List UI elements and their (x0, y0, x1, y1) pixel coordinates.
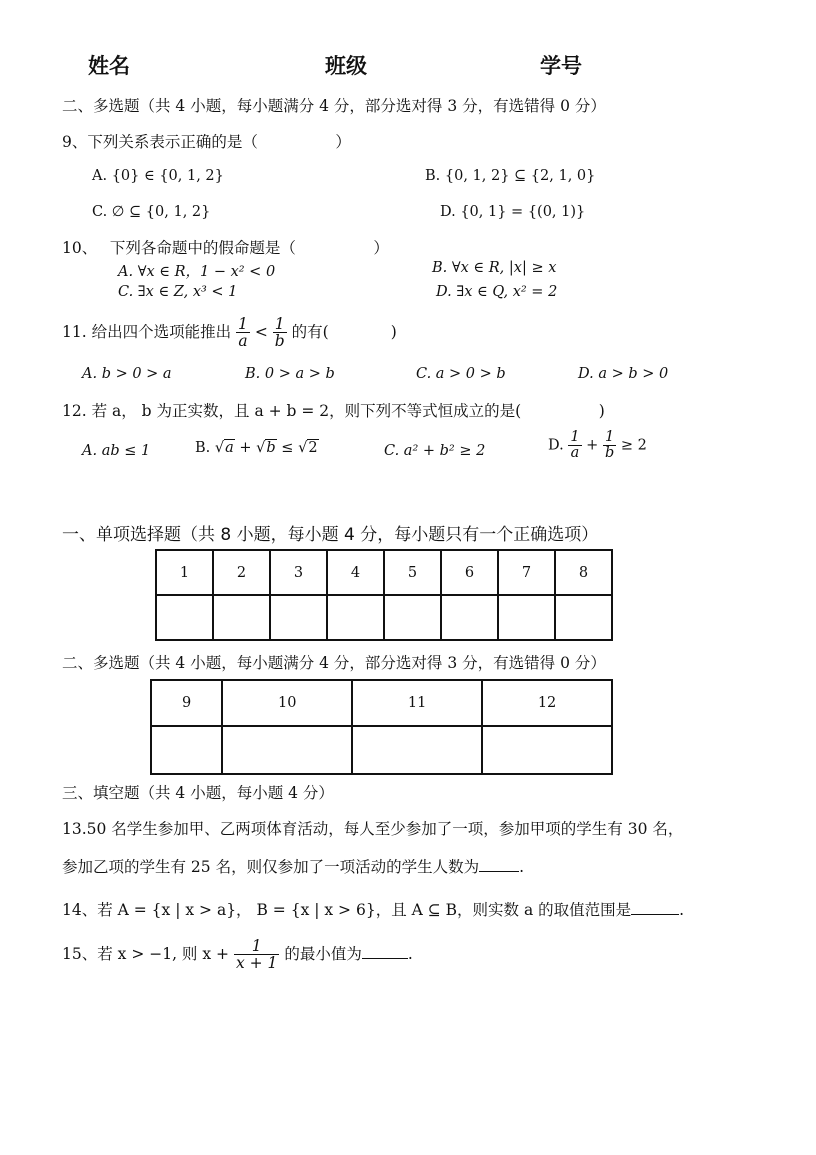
option-b: B. 0 > a > b (245, 366, 335, 382)
question-stem: 9、下列关系表示正确的是（ ） (62, 133, 351, 151)
answer-blank[interactable] (631, 914, 679, 915)
period: . (519, 858, 525, 876)
answer-cell[interactable] (498, 595, 555, 640)
sqrt-icon: √ (298, 440, 308, 456)
numerator: 1 (603, 430, 616, 446)
fraction (568, 430, 581, 461)
section-title: 三、填空题（共 4 小题，每小题 4 分） (62, 784, 334, 802)
grid-header-cell: 4 (327, 550, 384, 595)
section-title: 二、多选题（共 4 小题，每小题满分 4 分，部分选对得 3 分，有选错得 0 分） (62, 97, 606, 115)
fraction (234, 938, 279, 972)
grid-header-cell: 2 (213, 550, 270, 595)
fraction (273, 316, 287, 350)
sqrt-icon: √ (256, 440, 266, 456)
answer-cell[interactable] (441, 595, 498, 640)
grid-header-cell: 1 (156, 550, 213, 595)
option-d: D. a > b > 0 (578, 366, 669, 382)
class-label: 班级 (325, 54, 367, 78)
option-c: C. ∅ ⊆ {0, 1, 2} (92, 204, 211, 220)
denominator: x + 1 (235, 954, 278, 973)
option-b: B. ∀x ∈ R, |x| ≥ x (432, 260, 557, 276)
less-than-sign: < (254, 322, 268, 341)
answer-cell[interactable] (327, 595, 384, 640)
answer-cell[interactable] (352, 726, 482, 774)
student-id-label: 学号 (540, 54, 582, 78)
option-d: D. ∃x ∈ Q, x² = 2 (436, 284, 558, 300)
option-a: A. b > 0 > a (82, 366, 172, 382)
answer-blank[interactable] (479, 871, 519, 872)
answer-cell[interactable] (222, 726, 352, 774)
radicand: a (225, 440, 234, 456)
answer-cell[interactable] (384, 595, 441, 640)
section-title: 一、单项选择题（共 8 小题，每小题 4 分，每小题只有一个正确选项） (62, 525, 599, 545)
grid-header-cell: 5 (384, 550, 441, 595)
denominator: b (274, 332, 285, 351)
answer-cell[interactable] (555, 595, 612, 640)
option-a: A. ∀x ∈ R，1 − x² < 0 (118, 264, 276, 280)
question-line (62, 898, 684, 920)
grid-header-cell: 7 (498, 550, 555, 595)
numerator: 1 (238, 315, 248, 333)
period: . (407, 944, 413, 963)
grid-header-cell: 3 (270, 550, 327, 595)
grid-header-cell: 10 (222, 680, 352, 726)
section-title: 二、多选题（共 4 小题，每小题满分 4 分，部分选对得 3 分，有选错得 0 分） (62, 654, 606, 672)
numerator: 1 (273, 316, 287, 333)
grid-header-cell: 8 (555, 550, 612, 595)
answer-cell[interactable] (482, 726, 612, 774)
numerator: 1 (570, 429, 580, 445)
numerator: 1 (234, 938, 279, 955)
question-stem: 12. 若 a， b 为正实数，且 a + b = 2，则下列不等式恒成立的是( ) (62, 402, 605, 420)
option-c: C. a² + b² ≥ 2 (384, 443, 486, 459)
answer-cell[interactable] (270, 595, 327, 640)
inequality: ≥ 2 (620, 437, 647, 454)
question-line: 13.50 名学生参加甲、乙两项体育活动，每人至少参加了一项，参加甲项的学生有 30 名， (62, 820, 684, 838)
question-stem (62, 316, 397, 350)
question-prefix: 15、若 x > −1, 则 x + (62, 944, 230, 963)
radicand: 2 (308, 440, 318, 456)
fraction (603, 430, 616, 461)
grid-header-cell: 12 (482, 680, 612, 726)
answer-grid-multi (150, 679, 613, 775)
question-text: 14、若 A = {x | x > a}， B = {x | x > 6}，且 A ⊆ B，则实数 a 的取值范围是 (62, 901, 632, 919)
answer-cell[interactable] (151, 726, 222, 774)
question-line (62, 938, 413, 972)
grid-header-cell: 11 (352, 680, 482, 726)
question-text: 参加乙项的学生有 25 名，则仅参加了一项活动的学生人数为 (62, 858, 480, 876)
answer-cell[interactable] (213, 595, 270, 640)
answer-grid-single (155, 549, 613, 641)
grid-header-cell: 6 (441, 550, 498, 595)
question-stem: 10、 下列各命题中的假命题是（ ） (62, 239, 389, 257)
grid-header-cell: 9 (151, 680, 222, 726)
option-label: D. (548, 437, 564, 454)
denominator: b (604, 445, 615, 462)
period: . (679, 901, 685, 919)
answer-blank[interactable] (362, 958, 408, 959)
question-line (62, 855, 524, 877)
question-suffix: 的有( ) (291, 322, 397, 341)
denominator: a (238, 332, 248, 351)
name-label: 姓名 (88, 54, 130, 78)
question-suffix: 的最小值为 (284, 944, 362, 963)
option-c: C. ∃x ∈ Z, x³ < 1 (118, 284, 238, 300)
sqrt-icon: √ (214, 440, 225, 456)
denominator: a (570, 445, 580, 462)
answer-cell[interactable] (156, 595, 213, 640)
option-b: B. √a + √b ≤ √2 (195, 440, 318, 456)
option-label: B. (195, 440, 211, 456)
question-prefix: 11. 给出四个选项能推出 (62, 322, 232, 341)
option-c: C. a > 0 > b (416, 366, 506, 382)
fraction (236, 316, 250, 350)
radicand: b (266, 440, 276, 456)
option-b: B. {0, 1, 2} ⊆ {2, 1, 0} (425, 168, 596, 184)
option-d: D. $\frac{1}{a}$ + $\frac{1}{b}$ ≥ 2 (548, 429, 647, 462)
option-a: A. ab ≤ 1 (82, 443, 151, 459)
option-a: A. {0} ∈ {0, 1, 2} (92, 168, 224, 184)
option-d: D. {0, 1} = {(0, 1)} (440, 204, 586, 220)
